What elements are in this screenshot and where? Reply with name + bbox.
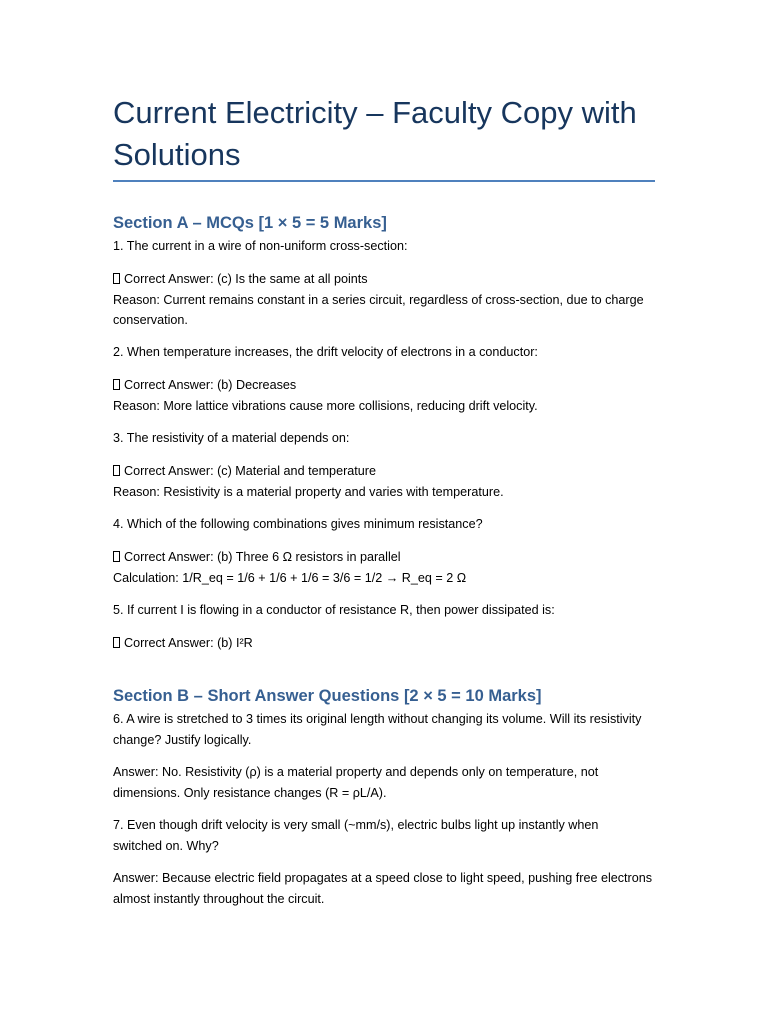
answer-2-text: Correct Answer: (b) Decreases <box>124 378 297 392</box>
question-6 <box>113 709 668 750</box>
question-5 <box>113 600 668 621</box>
question-6-line-2: change? Justify logically. <box>113 732 252 747</box>
reason-2: Reason: More lattice vibrations cause more collisions, reducing drift velocity. <box>113 398 538 413</box>
question-5-text: 5. If current I is flowing in a conductor of resistance R, then power dissipated is: <box>113 603 555 617</box>
check-placeholder-icon <box>113 551 120 562</box>
question-2-text: 2. When temperature increases, the drift velocity of electrons in a conductor: <box>113 345 538 359</box>
check-placeholder-icon <box>113 273 120 284</box>
answer-4 <box>113 547 668 588</box>
question-3-text: 3. The resistivity of a material depends on: <box>113 431 350 445</box>
question-1-text: 1. The current in a wire of non-uniform cross-section: <box>113 239 408 253</box>
title-underline <box>113 180 655 182</box>
reason-3: Reason: Resistivity is a material property and varies with temperature. <box>113 484 504 499</box>
question-4 <box>113 514 668 535</box>
answer-7-line-1: Answer: Because electric field propagates at a speed close to light speed, pushing free electrons <box>113 871 653 885</box>
question-7-line-2: switched on. Why? <box>113 838 219 853</box>
section-b-heading: Section B – Short Answer Questions [2 × 5 = 10 Marks] <box>113 687 542 705</box>
question-3 <box>113 428 668 449</box>
answer-6-line-2: dimensions. Only resistance changes (R = ρL/A). <box>113 785 387 800</box>
answer-6-line-1: Answer: No. Resistivity (ρ) is a material property and depends only on temperature, not <box>113 765 599 779</box>
check-placeholder-icon <box>113 379 120 390</box>
answer-3-text: Correct Answer: (c) Material and temperature <box>124 464 376 478</box>
question-7-line-1: 7. Even though drift velocity is very small (~mm/s), electric bulbs light up instantly when <box>113 818 599 832</box>
calculation-4: Calculation: 1/R_eq = 1/6 + 1/6 + 1/6 = 3/6 = 1/2 → R_eq = 2 Ω <box>113 570 467 585</box>
answer-3 <box>113 461 668 502</box>
question-6-line-1: 6. A wire is stretched to 3 times its original length without changing its volume. Will its resistivity <box>113 712 642 726</box>
check-placeholder-icon <box>113 637 120 648</box>
answer-7 <box>113 868 668 909</box>
answer-1-text: Correct Answer: (c) Is the same at all points <box>124 272 368 286</box>
answer-6 <box>113 762 668 803</box>
question-2 <box>113 342 668 363</box>
answer-5-text: Correct Answer: (b) I²R <box>124 636 253 650</box>
reason-1-line-2: conservation. <box>113 313 188 327</box>
section-a-heading: Section A – MCQs [1 × 5 = 5 Marks] <box>113 214 387 232</box>
answer-5 <box>113 633 668 654</box>
reason-1-line-1: Reason: Current remains constant in a series circuit, regardless of cross-section, due to charge <box>113 292 644 307</box>
question-4-text: 4. Which of the following combinations gives minimum resistance? <box>113 517 483 531</box>
document-title: Current Electricity – Faculty Copy with Solutions <box>113 95 637 172</box>
check-placeholder-icon <box>113 465 120 476</box>
question-7 <box>113 815 668 856</box>
answer-2 <box>113 375 668 416</box>
question-1 <box>113 236 668 257</box>
answer-7-line-2: almost instantly throughout the circuit. <box>113 891 325 906</box>
answer-1 <box>113 269 668 331</box>
answer-4-text: Correct Answer: (b) Three 6 Ω resistors in parallel <box>124 550 401 564</box>
